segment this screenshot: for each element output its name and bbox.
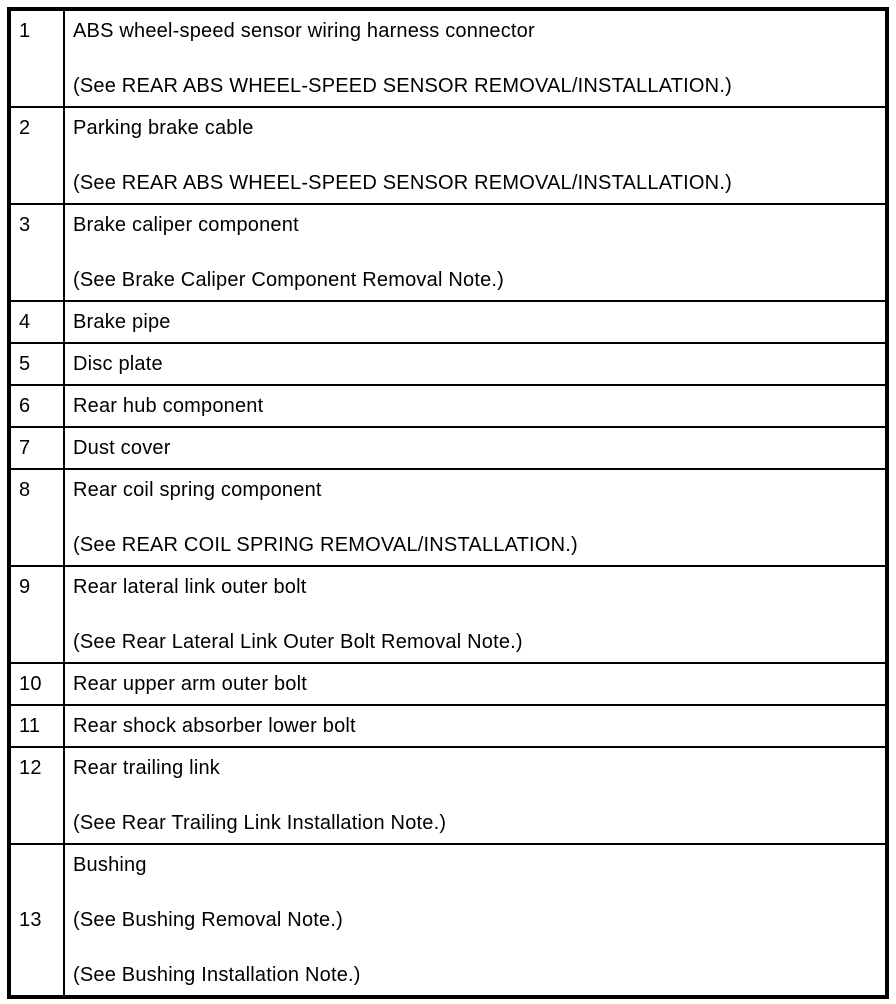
- see-note: (See Bushing Removal Note.): [73, 909, 343, 931]
- part-name: Bushing: [73, 854, 147, 876]
- row-number: 4: [9, 301, 64, 343]
- see-note: (See REAR COIL SPRING REMOVAL/INSTALLATION.): [73, 534, 578, 556]
- row-description: [64, 107, 887, 204]
- row-description: [64, 747, 887, 844]
- part-name: Rear upper arm outer bolt: [73, 673, 308, 695]
- part-name: Rear hub component: [73, 395, 264, 417]
- table-row: [9, 427, 887, 469]
- see-note: (See Rear Trailing Link Installation Note.): [73, 812, 447, 834]
- row-number: 5: [9, 343, 64, 385]
- table-row: [9, 663, 887, 705]
- row-description: [64, 844, 887, 997]
- row-number: 9: [9, 566, 64, 663]
- part-name: Rear shock absorber lower bolt: [73, 715, 356, 737]
- row-number: 2: [9, 107, 64, 204]
- row-description: [64, 427, 887, 469]
- row-number: 12: [9, 747, 64, 844]
- part-name: Brake caliper component: [73, 214, 299, 236]
- see-note: (See REAR ABS WHEEL-SPEED SENSOR REMOVAL/INSTALLATION.): [73, 75, 732, 97]
- see-note: (See REAR ABS WHEEL-SPEED SENSOR REMOVAL/INSTALLATION.): [73, 172, 732, 194]
- part-name: Brake pipe: [73, 311, 171, 333]
- row-description: [64, 469, 887, 566]
- see-note: (See Bushing Installation Note.): [73, 964, 361, 986]
- parts-table: [7, 7, 889, 999]
- row-description: [64, 204, 887, 301]
- row-number: 8: [9, 469, 64, 566]
- row-description: [64, 566, 887, 663]
- row-number: 13: [9, 844, 64, 997]
- row-number: 11: [9, 705, 64, 747]
- row-number: 7: [9, 427, 64, 469]
- table-row: [9, 9, 887, 107]
- part-name: Dust cover: [73, 437, 171, 459]
- table-row: [9, 705, 887, 747]
- row-description: [64, 705, 887, 747]
- row-description: [64, 663, 887, 705]
- row-number: 3: [9, 204, 64, 301]
- table-row: [9, 566, 887, 663]
- table-row: [9, 747, 887, 844]
- table-row: [9, 107, 887, 204]
- part-name: Disc plate: [73, 353, 163, 375]
- table-row: [9, 844, 887, 997]
- table-row: [9, 385, 887, 427]
- table-row: [9, 301, 887, 343]
- row-number: 10: [9, 663, 64, 705]
- part-name: Rear trailing link: [73, 757, 220, 779]
- part-name: ABS wheel-speed sensor wiring harness connector: [73, 20, 535, 42]
- row-number: 1: [9, 9, 64, 107]
- part-name: Rear coil spring component: [73, 479, 322, 501]
- table-row: [9, 469, 887, 566]
- see-note: (See Brake Caliper Component Removal Note.): [73, 269, 505, 291]
- row-description: [64, 343, 887, 385]
- row-description: [64, 9, 887, 107]
- see-note: (See Rear Lateral Link Outer Bolt Removal Note.): [73, 631, 523, 653]
- row-description: [64, 385, 887, 427]
- row-number: 6: [9, 385, 64, 427]
- table-row: [9, 343, 887, 385]
- part-name: Rear lateral link outer bolt: [73, 576, 307, 598]
- row-description: [64, 301, 887, 343]
- table-row: [9, 204, 887, 301]
- part-name: Parking brake cable: [73, 117, 254, 139]
